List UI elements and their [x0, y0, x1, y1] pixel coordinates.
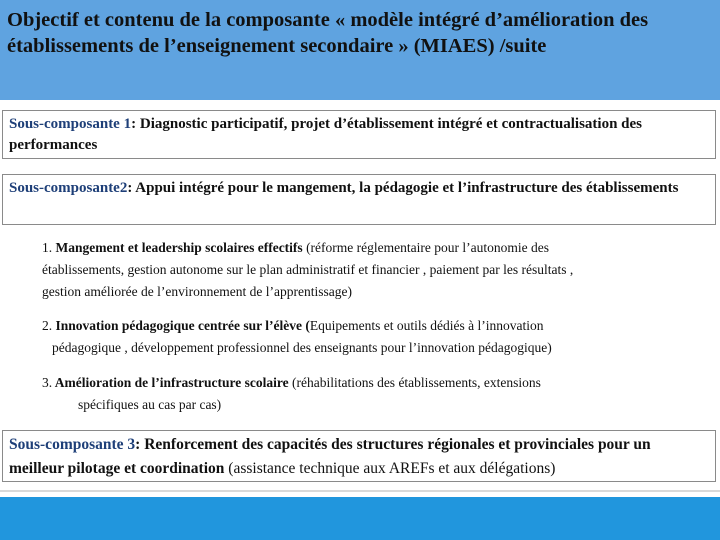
- list-item-detail: Equipements et outils dédiés à l’innovation: [309, 318, 544, 333]
- footer-banner: [0, 497, 720, 540]
- list-item-detail: (réforme réglementaire pour l’autonomie des: [302, 240, 549, 255]
- subcomponent-3-label: Sous-composante 3: [9, 436, 136, 453]
- list-item-number: 1.: [42, 240, 53, 255]
- header-banner: [0, 0, 720, 100]
- subcomponent-1-sep: :: [131, 116, 137, 132]
- list-item-detail-line2: pédagogique , développement professionnel des enseignants pour l’innovation pédagogique): [52, 340, 552, 355]
- list-item-infrastructure: [42, 372, 692, 416]
- subcomponent-3-detail: (assistance technique aux AREFs et aux délégations): [224, 460, 556, 477]
- subcomponent-3-box: [2, 430, 716, 482]
- list-item-detail-line2: spécifiques au cas par cas): [78, 397, 222, 412]
- subcomponent-2-box: [2, 174, 716, 225]
- subcomponent-3-text: Renforcement des capacités des structures régionales et provinciales pour un meilleur pilotage et coordination: [9, 436, 651, 477]
- list-item-title: Mangement et leadership scolaires effectifs: [52, 240, 303, 255]
- subcomponent-1-text: Diagnostic participatif, projet d’établissement intégré et contractualisation des performances: [9, 116, 643, 153]
- subcomponent-2-sep: :: [127, 180, 133, 196]
- list-item-innovation: [42, 315, 692, 359]
- subcomponent-1-label: Sous-composante 1: [9, 116, 132, 132]
- list-item-detail-line2: établissements, gestion autonome sur le plan administratif et financier , paiement par les résultats ,: [42, 262, 574, 277]
- subcomponent-3-sep: :: [135, 436, 141, 453]
- subcomponent-2-text: Appui intégré pour le mangement, la pédagogie et l’infrastructure des établissements: [132, 180, 679, 196]
- list-item-detail: (réhabilitations des établissements, extensions: [288, 375, 541, 390]
- list-item-management: [42, 237, 692, 303]
- subcomponent-2-label: Sous-composante2: [9, 180, 128, 196]
- subcomponent-1-box: [2, 110, 716, 159]
- list-item-title: Innovation pédagogique centrée sur l’élève (: [52, 318, 310, 333]
- list-item-title: Amélioration de l’infrastructure scolaire: [52, 375, 289, 390]
- footer-divider: [0, 490, 720, 492]
- list-item-detail-line3: gestion améliorée de l’environnement de l’apprentissage): [42, 284, 353, 299]
- list-item-number: 2.: [42, 318, 53, 333]
- page-title: Objectif et contenu de la composante « modèle intégré d’amélioration des établissements de l’enseignement secondaire » (MIAES) /suite: [7, 9, 649, 57]
- list-item-number: 3.: [42, 375, 53, 390]
